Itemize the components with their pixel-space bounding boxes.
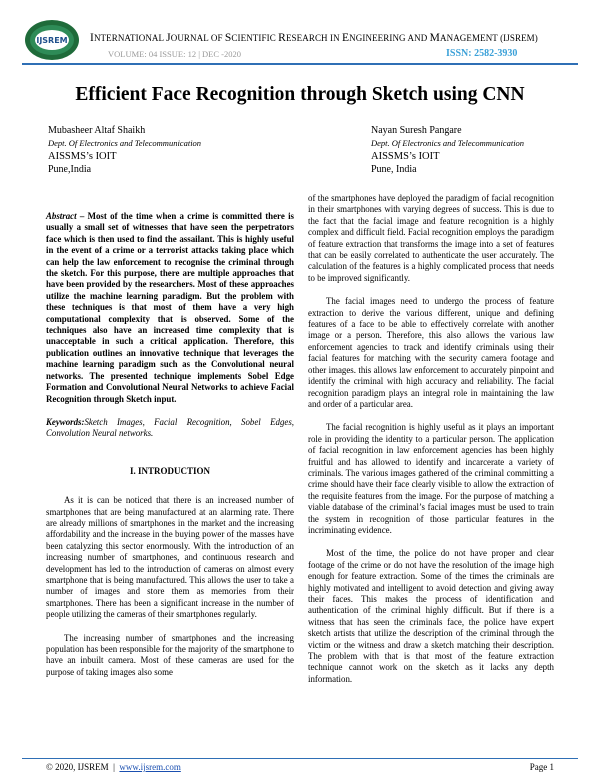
author-block-1	[48, 124, 201, 176]
author-name: Mubasheer Altaf Shaikh	[48, 125, 146, 136]
section-heading: I. INTRODUCTION	[129, 465, 210, 476]
footer-left: © 2020, IJSREM | www.ijsrem.com	[46, 762, 181, 772]
journal-title: INTERNATIONAL JOURNAL OF SCIENTIFIC RESEARCH IN ENGINEERING AND MANAGEMENT (IJSREM)	[90, 32, 538, 44]
paragraph: The facial images need to undergo the process of feature extraction to derive the various different, unique and defining features of a face to be able to effectively correlate with another image or a person. Therefore, this also allows the various law enforcement agencies to track and identify criminals using their facial features for matching with the security camera footage and other images. this allows law enforcement to accurately pinpoint and identify the criminal with high accuracy and reliability. The facial recognition paradigm plays an integral role in maintaining the law and order of a particular area.	[308, 296, 554, 409]
footer-divider	[22, 758, 578, 759]
author-block-2	[371, 124, 524, 176]
author-institute: AISSMS’s IOIT	[48, 151, 117, 162]
paragraph: of the smartphones have deployed the paradigm of facial recognition in their smartphones with varying degrees of success. This is due to the fact that the facial image and feature recognition is a highly complex and difficult field. Facial recognition employs the paradigm of feature extraction that transforms the image into a set of features that can be easily correlated to authenticate the user accurately. The calculation of the features is a highly complicated process that needs to be improved significantly.	[308, 193, 554, 283]
author-dept: Dept. Of Electronics and Telecommunication	[48, 138, 202, 148]
keywords-label: Keywords:	[46, 416, 85, 427]
paragraph: As it is can be noticed that there is an increased number of smartphones that are being manufactured at an alarming rate. There are already millions of smartphones in the market and the increasing affordability and the increase in the buying power of the masses have been catalyzing this sector enormously. With the introduction of an increasing number of smartphones, and continuous research and development has led to the introduction of cameras on almost every smartphone that is being manufactured. This allows the user to take a number of images and store them as memories from their smartphones. There has been a significant increase in the number of people utilizing the cameras of their smartphones regularly.	[46, 495, 294, 620]
paper-title: Efficient Face Recognition through Sketch using CNN	[75, 84, 525, 105]
volume-issue: VOLUME: 04 ISSUE: 12 | DEC -2020	[108, 49, 241, 59]
author-location: Pune, India	[371, 164, 417, 175]
page-number: Page 1	[529, 762, 554, 772]
copyright: © 2020, IJSREM	[46, 762, 109, 772]
author-name: Nayan Suresh Pangare	[371, 125, 462, 136]
author-dept: Dept. Of Electronics and Telecommunication	[371, 138, 525, 148]
author-location: Pune,India	[48, 164, 92, 175]
keywords-text: Sketch Images, Facial Recognition, Sobel Edges, Convolution Neural networks.	[46, 416, 294, 439]
issn: ISSN: 2582-3930	[446, 48, 518, 59]
abstract-label: Abstract	[46, 211, 77, 221]
paragraph: The facial recognition is highly useful as it plays an important role in providing the identity to a particular person. The application of facial recognition in law enforcement agencies has been highly fruitful and has allowed to identify and incarcerate a variety of criminals. The various images gathered of the criminal committing a crime should have their face clearly visible to allow the extraction of the requisite features from the image. For the purpose of matching a viable database of the criminal’s facial images must be used to train the system in recognition of those particular features in the incriminating evidence.	[308, 422, 554, 535]
paragraph: Most of the time, the police do not have proper and clear footage of the crime or do not have the resolution of the image high enough for feature extraction. Some of the times the criminals are highly motivated and intelligent to avoid detection and giving away their faces. This makes the process of identification and authentication of the criminal highly difficult. But if there is a witness that has seen the criminals face, the police have expert sketch artists that utilize the description of the criminal through the victim or the witness and draw a sketch matching their description. The problem with that is that most of the feature extraction technique cannot work on the sketch as it lacks any depth information.	[308, 548, 554, 684]
logo-text: IJSREM	[36, 36, 68, 45]
author-institute: AISSMS’s IOIT	[371, 151, 440, 162]
left-column	[46, 211, 294, 678]
right-column	[308, 193, 554, 685]
abstract-text: – Most of the time when a crime is committed there is usually a small set of witnesses that have seen the perpetrators face which is then used to find the assailant. This is highly useful in the event of a crime or a terrorist attacks taking place which can help the law enforcement to recognise the criminal through the sketch. For this purpose, there are multiple approaches that have been provided by the researchers. Most of these approaches utilize the machine learning paradigm. But the problem with these techniques is that most of them have a very high computational complexity that is observed. Some of the techniques also have an increased time complexity that is unacceptable in such a critical application. Therefore, this publication outlines an innovative technique that leverages the machine learning paradigm such as the Convolutional neural networks. The presented technique implements Sobel Edge Formation and Convolutional Neural Networks to achieve Facial Recognition through Sketch input.	[46, 211, 294, 404]
abstract	[46, 211, 294, 405]
header-divider	[22, 63, 578, 65]
website-link[interactable]: www.ijsrem.com	[119, 762, 181, 772]
paragraph: The increasing number of smartphones and the increasing population has been responsible for the majority of the smartphone to have an inbuilt camera. Most of these cameras are used for the purpose of taking images also some	[46, 632, 294, 677]
keywords	[46, 417, 294, 440]
journal-logo	[22, 18, 82, 62]
